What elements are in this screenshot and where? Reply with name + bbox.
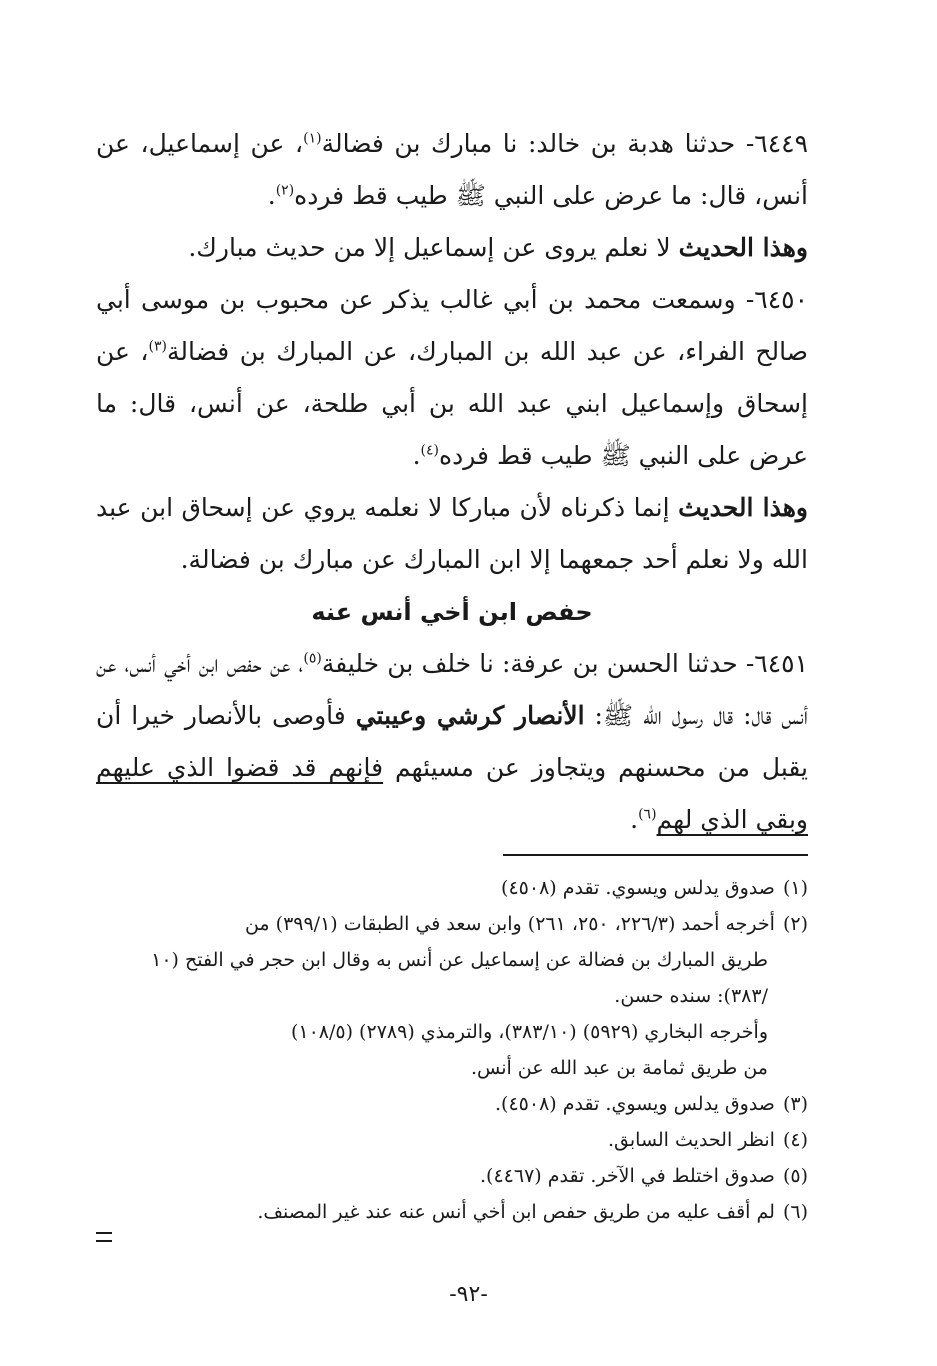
footnote-divider [503,854,808,856]
page-body [96,118,808,1230]
footnote-text: من طريق ثمامة بن عبد الله عن أنس. [470,1057,768,1079]
hadith-6450 [96,274,808,482]
hadith-text: ٦٤٤٩- حدثنا هدبة بن خالد: نا مبارك بن فضالة [321,129,809,158]
hadith-text: . [412,441,421,470]
footnote-ref[interactable]: (١) [303,130,322,147]
footnote-3 [96,1086,808,1122]
footnote-5 [96,1158,808,1194]
commentary-2 [96,482,808,586]
footnote-text: /٣٨٣): سنده حسن. [614,985,768,1007]
page-number: -٩٢- [449,1282,488,1307]
hadith-text: . [630,805,639,834]
commentary-1 [96,222,808,274]
footnote-number: (٤) [782,1129,808,1151]
hadith-text: ، عن إسماعيل، عن أنس، قال: ما عرض على النبي ﷺ طيب قط فرده [96,129,808,210]
hadith-text: . [267,181,276,210]
footnote-ref[interactable]: (٦) [638,806,657,823]
commentary-lead: وهذا الحديث [678,493,809,522]
footnote-4 [96,1122,808,1158]
footnote-ref[interactable]: (٣) [148,338,167,355]
commentary-lead: وهذا الحديث [678,233,808,262]
footnote-text: طريق المبارك بن فضالة عن إسماعيل عن أنس به وقال ابن حجر في الفتح (١٠ [151,949,768,971]
hadith-text: ٦٤٥١- حدثنا الحسن بن عرفة: نا خلف بن خليفة [321,649,808,678]
section-heading: حفص ابن أخي أنس عنه [311,598,593,626]
hadith-underlined: فإنهم قد قضوا الذي عليهم وبقي الذي لهم [96,753,808,834]
footnote-text: صدوق يدلس ويسوي. تقدم (٤٥٠٨) [501,877,775,899]
footnote-text: لم أقف عليه من طريق حفص ابن أخي أنس عنه عند غير المصنف. [257,1201,775,1223]
hadith-text: ٦٤٥٠- وسمعت محمد بن أبي غالب يذكر عن محبوب بن موسى أبي صالح الفراء، عن عبد الله بن المبارك، عن المبارك بن فضالة [96,285,808,366]
hadith-text: فأوصى بالأنصار خيرا أن يقبل من محسنهم ويتجاوز عن مسيئهم [96,701,808,782]
hadith-text: ، عن حفص ابن أخي أنس، عن أنس قال: قال رسول الله ﷺ: [96,649,808,730]
footnote-2 [96,906,808,1086]
footnote-ref[interactable]: (٤) [420,442,440,459]
footnotes [96,870,808,1230]
footnote-text: صدوق اختلط في الآخر. تقدم (٤٤٦٧). [480,1165,775,1187]
continuation-mark [96,1232,112,1242]
footnote-text: صدوق يدلس ويسوي. تقدم (٤٥٠٨). [495,1093,775,1115]
hadith-6449 [96,118,808,222]
footnote-number: (٣) [782,1093,808,1115]
footnote-number: (١) [782,877,808,899]
footnote-text: وأخرجه البخاري (٥٩٢٩) (٣٨٣/١٠)، والترمذي (٢٧٨٩) (١٠٨/٥) [290,1021,768,1043]
hadith-text: ، عن إسحاق وإسماعيل ابني عبد الله بن أبي طلحة، عن أنس، قال: ما عرض على النبي ﷺ طيب قط فرده [96,337,808,470]
footnote-text: انظر الحديث السابق. [607,1129,775,1151]
commentary-text: لا نعلم يروى عن إسماعيل إلا من حديث مبارك. [188,233,679,262]
footnote-number: (٢) [782,913,808,935]
footnote-number: (٦) [782,1201,808,1223]
footnote-6 [96,1194,808,1230]
footnote-number: (٥) [782,1165,808,1187]
hadith-matn-bold: الأنصار كرشي وعيبتي [355,701,585,730]
footnote-1 [96,870,808,906]
footnote-ref[interactable]: (٥) [303,650,322,667]
hadith-6451 [96,638,808,846]
footnote-text: أخرجه أحمد (٢٢٦/٣، ٢٥٠، ٢٦١) وابن سعد في الطبقات (٣٩٩/١) من [244,913,775,935]
commentary-text: إنما ذكرناه لأن مباركا لا نعلمه يروي عن إسحاق ابن عبد الله ولا نعلم أحد جمعهما إلا ابن المبارك عن مبارك بن فضالة. [96,493,808,574]
footnote-ref[interactable]: (٢) [275,182,295,199]
